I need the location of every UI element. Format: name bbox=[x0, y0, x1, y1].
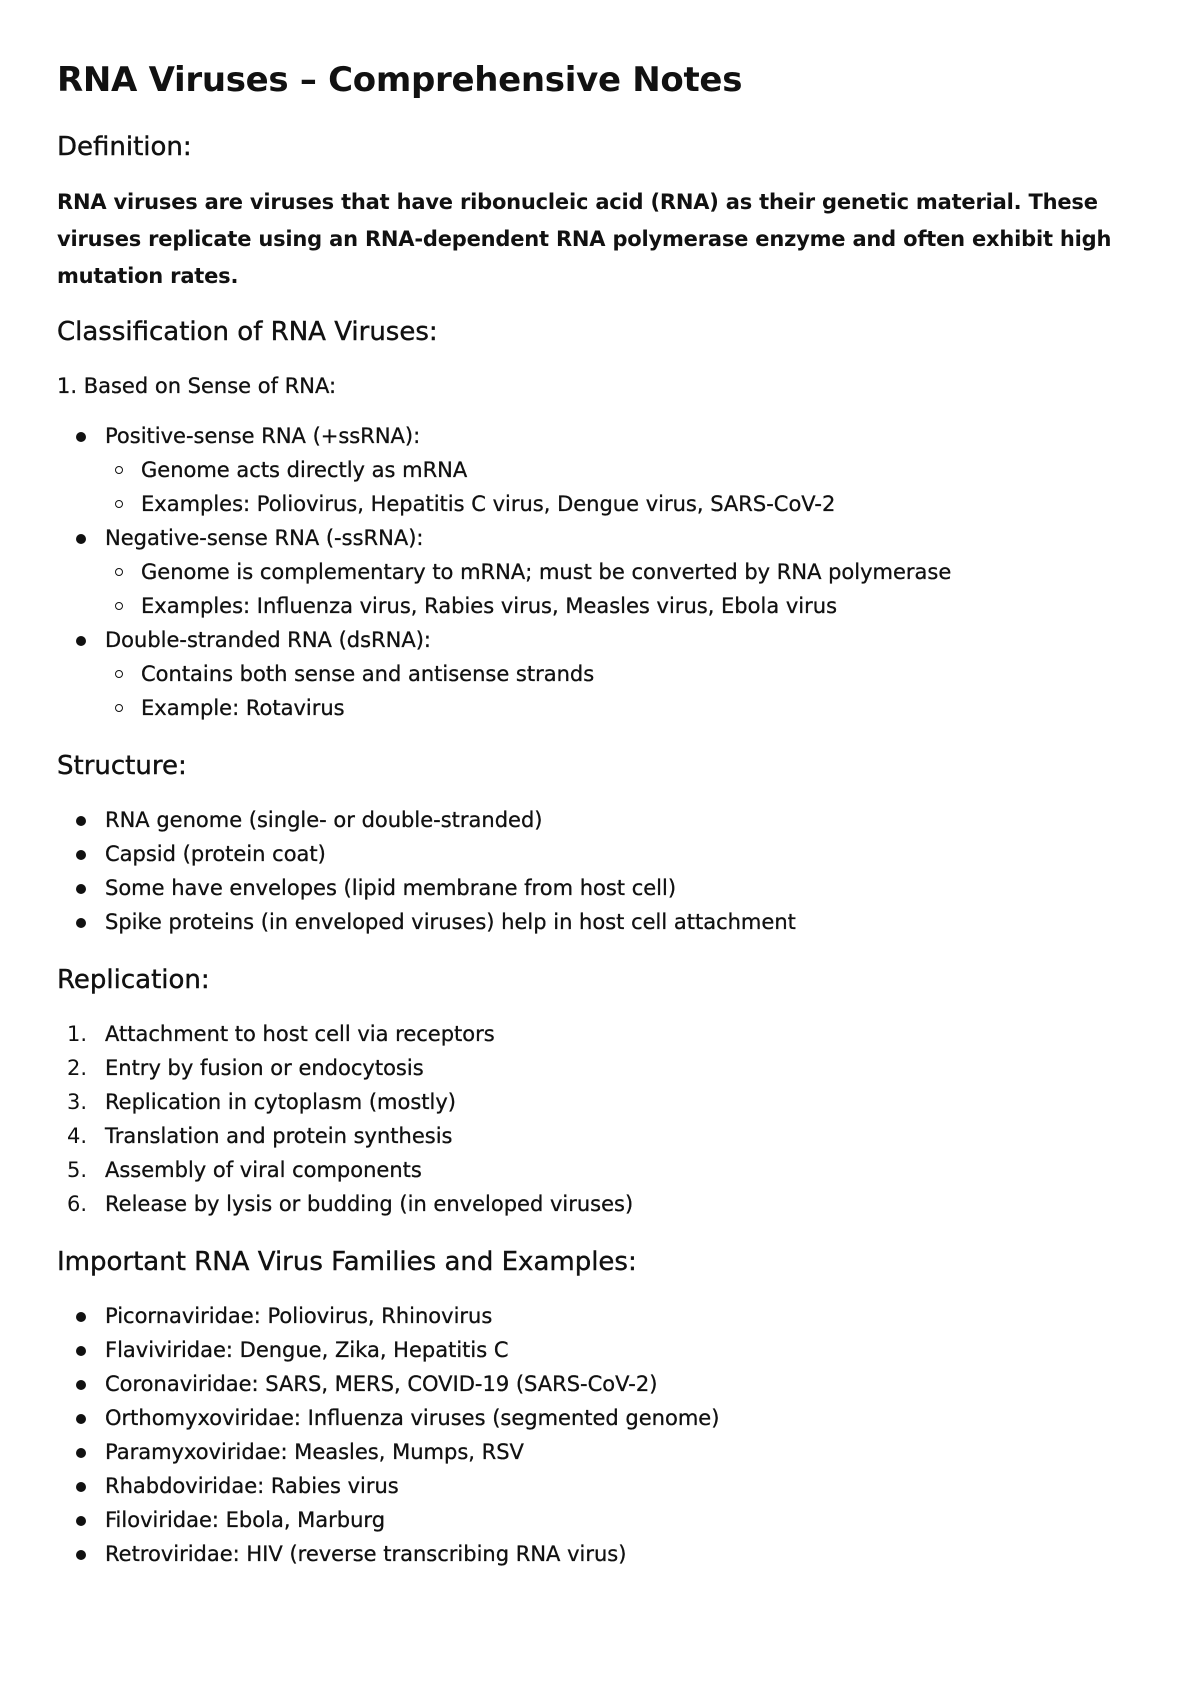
list-item: RNA genome (single- or double-stranded) bbox=[57, 803, 1140, 837]
step-number: 4. bbox=[67, 1124, 88, 1148]
sub-list-item: Example: Rotavirus bbox=[105, 691, 1140, 725]
classification-list bbox=[57, 419, 1140, 725]
list-item: Capsid (protein coat) bbox=[57, 837, 1140, 871]
sub-list bbox=[105, 555, 1140, 623]
list-item: Some have envelopes (lipid membrane from host cell) bbox=[57, 871, 1140, 905]
step-number: 2. bbox=[67, 1056, 88, 1080]
list-item: Orthomyxoviridae: Influenza viruses (segmented genome) bbox=[57, 1401, 1140, 1435]
replication-steps bbox=[57, 1017, 1140, 1221]
sub-list-item: Contains both sense and antisense strands bbox=[105, 657, 1140, 691]
step-text: Entry by fusion or endocytosis bbox=[105, 1056, 424, 1080]
list-item: Filoviridae: Ebola, Marburg bbox=[57, 1503, 1140, 1537]
list-item bbox=[57, 521, 1140, 623]
classification-heading: Classification of RNA Viruses: bbox=[57, 317, 438, 347]
step-text: Assembly of viral components bbox=[105, 1158, 422, 1182]
step-text: Release by lysis or budding (in enveloped viruses) bbox=[105, 1192, 634, 1216]
step-item bbox=[57, 1085, 1140, 1119]
list-item: Flaviviridae: Dengue, Zika, Hepatitis C bbox=[57, 1333, 1140, 1367]
sub-list bbox=[105, 453, 1140, 521]
sub-list-item: Genome acts directly as mRNA bbox=[105, 453, 1140, 487]
step-text: Translation and protein synthesis bbox=[105, 1124, 453, 1148]
definition-heading: Definition: bbox=[57, 132, 192, 162]
list-item bbox=[57, 623, 1140, 725]
families-heading: Important RNA Virus Families and Examples: bbox=[57, 1247, 637, 1277]
list-item bbox=[57, 419, 1140, 521]
group-label: Positive-sense RNA (+ssRNA): bbox=[105, 424, 421, 448]
sub-list-item: Examples: Influenza virus, Rabies virus, Measles virus, Ebola virus bbox=[105, 589, 1140, 623]
step-text: Replication in cytoplasm (mostly) bbox=[105, 1090, 456, 1114]
list-item: Picornaviridae: Poliovirus, Rhinovirus bbox=[57, 1299, 1140, 1333]
group-label: Negative-sense RNA (-ssRNA): bbox=[105, 526, 424, 550]
structure-list bbox=[57, 803, 1140, 939]
structure-heading: Structure: bbox=[57, 751, 187, 781]
list-item: Rhabdoviridae: Rabies virus bbox=[57, 1469, 1140, 1503]
page-title: RNA Viruses – Comprehensive Notes bbox=[57, 60, 743, 100]
step-number: 5. bbox=[67, 1158, 88, 1182]
families-list bbox=[57, 1299, 1140, 1571]
step-item bbox=[57, 1119, 1140, 1153]
step-text: Attachment to host cell via receptors bbox=[105, 1022, 495, 1046]
list-item: Retroviridae: HIV (reverse transcribing RNA virus) bbox=[57, 1537, 1140, 1571]
sub-list-item: Examples: Poliovirus, Hepatitis C virus, Dengue virus, SARS-CoV-2 bbox=[105, 487, 1140, 521]
step-number: 3. bbox=[67, 1090, 88, 1114]
step-item bbox=[57, 1017, 1140, 1051]
group-label: Double-stranded RNA (dsRNA): bbox=[105, 628, 431, 652]
replication-heading: Replication: bbox=[57, 965, 210, 995]
sub-list bbox=[105, 657, 1140, 725]
step-item bbox=[57, 1051, 1140, 1085]
list-item: Coronaviridae: SARS, MERS, COVID-19 (SARS-CoV-2) bbox=[57, 1367, 1140, 1401]
classification-subheading: 1. Based on Sense of RNA: bbox=[57, 374, 337, 398]
step-number: 6. bbox=[67, 1192, 88, 1216]
list-item: Paramyxoviridae: Measles, Mumps, RSV bbox=[57, 1435, 1140, 1469]
step-item bbox=[57, 1187, 1140, 1221]
step-item bbox=[57, 1153, 1140, 1187]
list-item: Spike proteins (in enveloped viruses) help in host cell attachment bbox=[57, 905, 1140, 939]
step-number: 1. bbox=[67, 1022, 88, 1046]
sub-list-item: Genome is complementary to mRNA; must be converted by RNA polymerase bbox=[105, 555, 1140, 589]
definition-text: RNA viruses are viruses that have ribonucleic acid (RNA) as their genetic material. These viruses replicate using an RNA-dependent RNA polymerase enzyme and often exhibit high mutation rates. bbox=[57, 190, 1112, 288]
